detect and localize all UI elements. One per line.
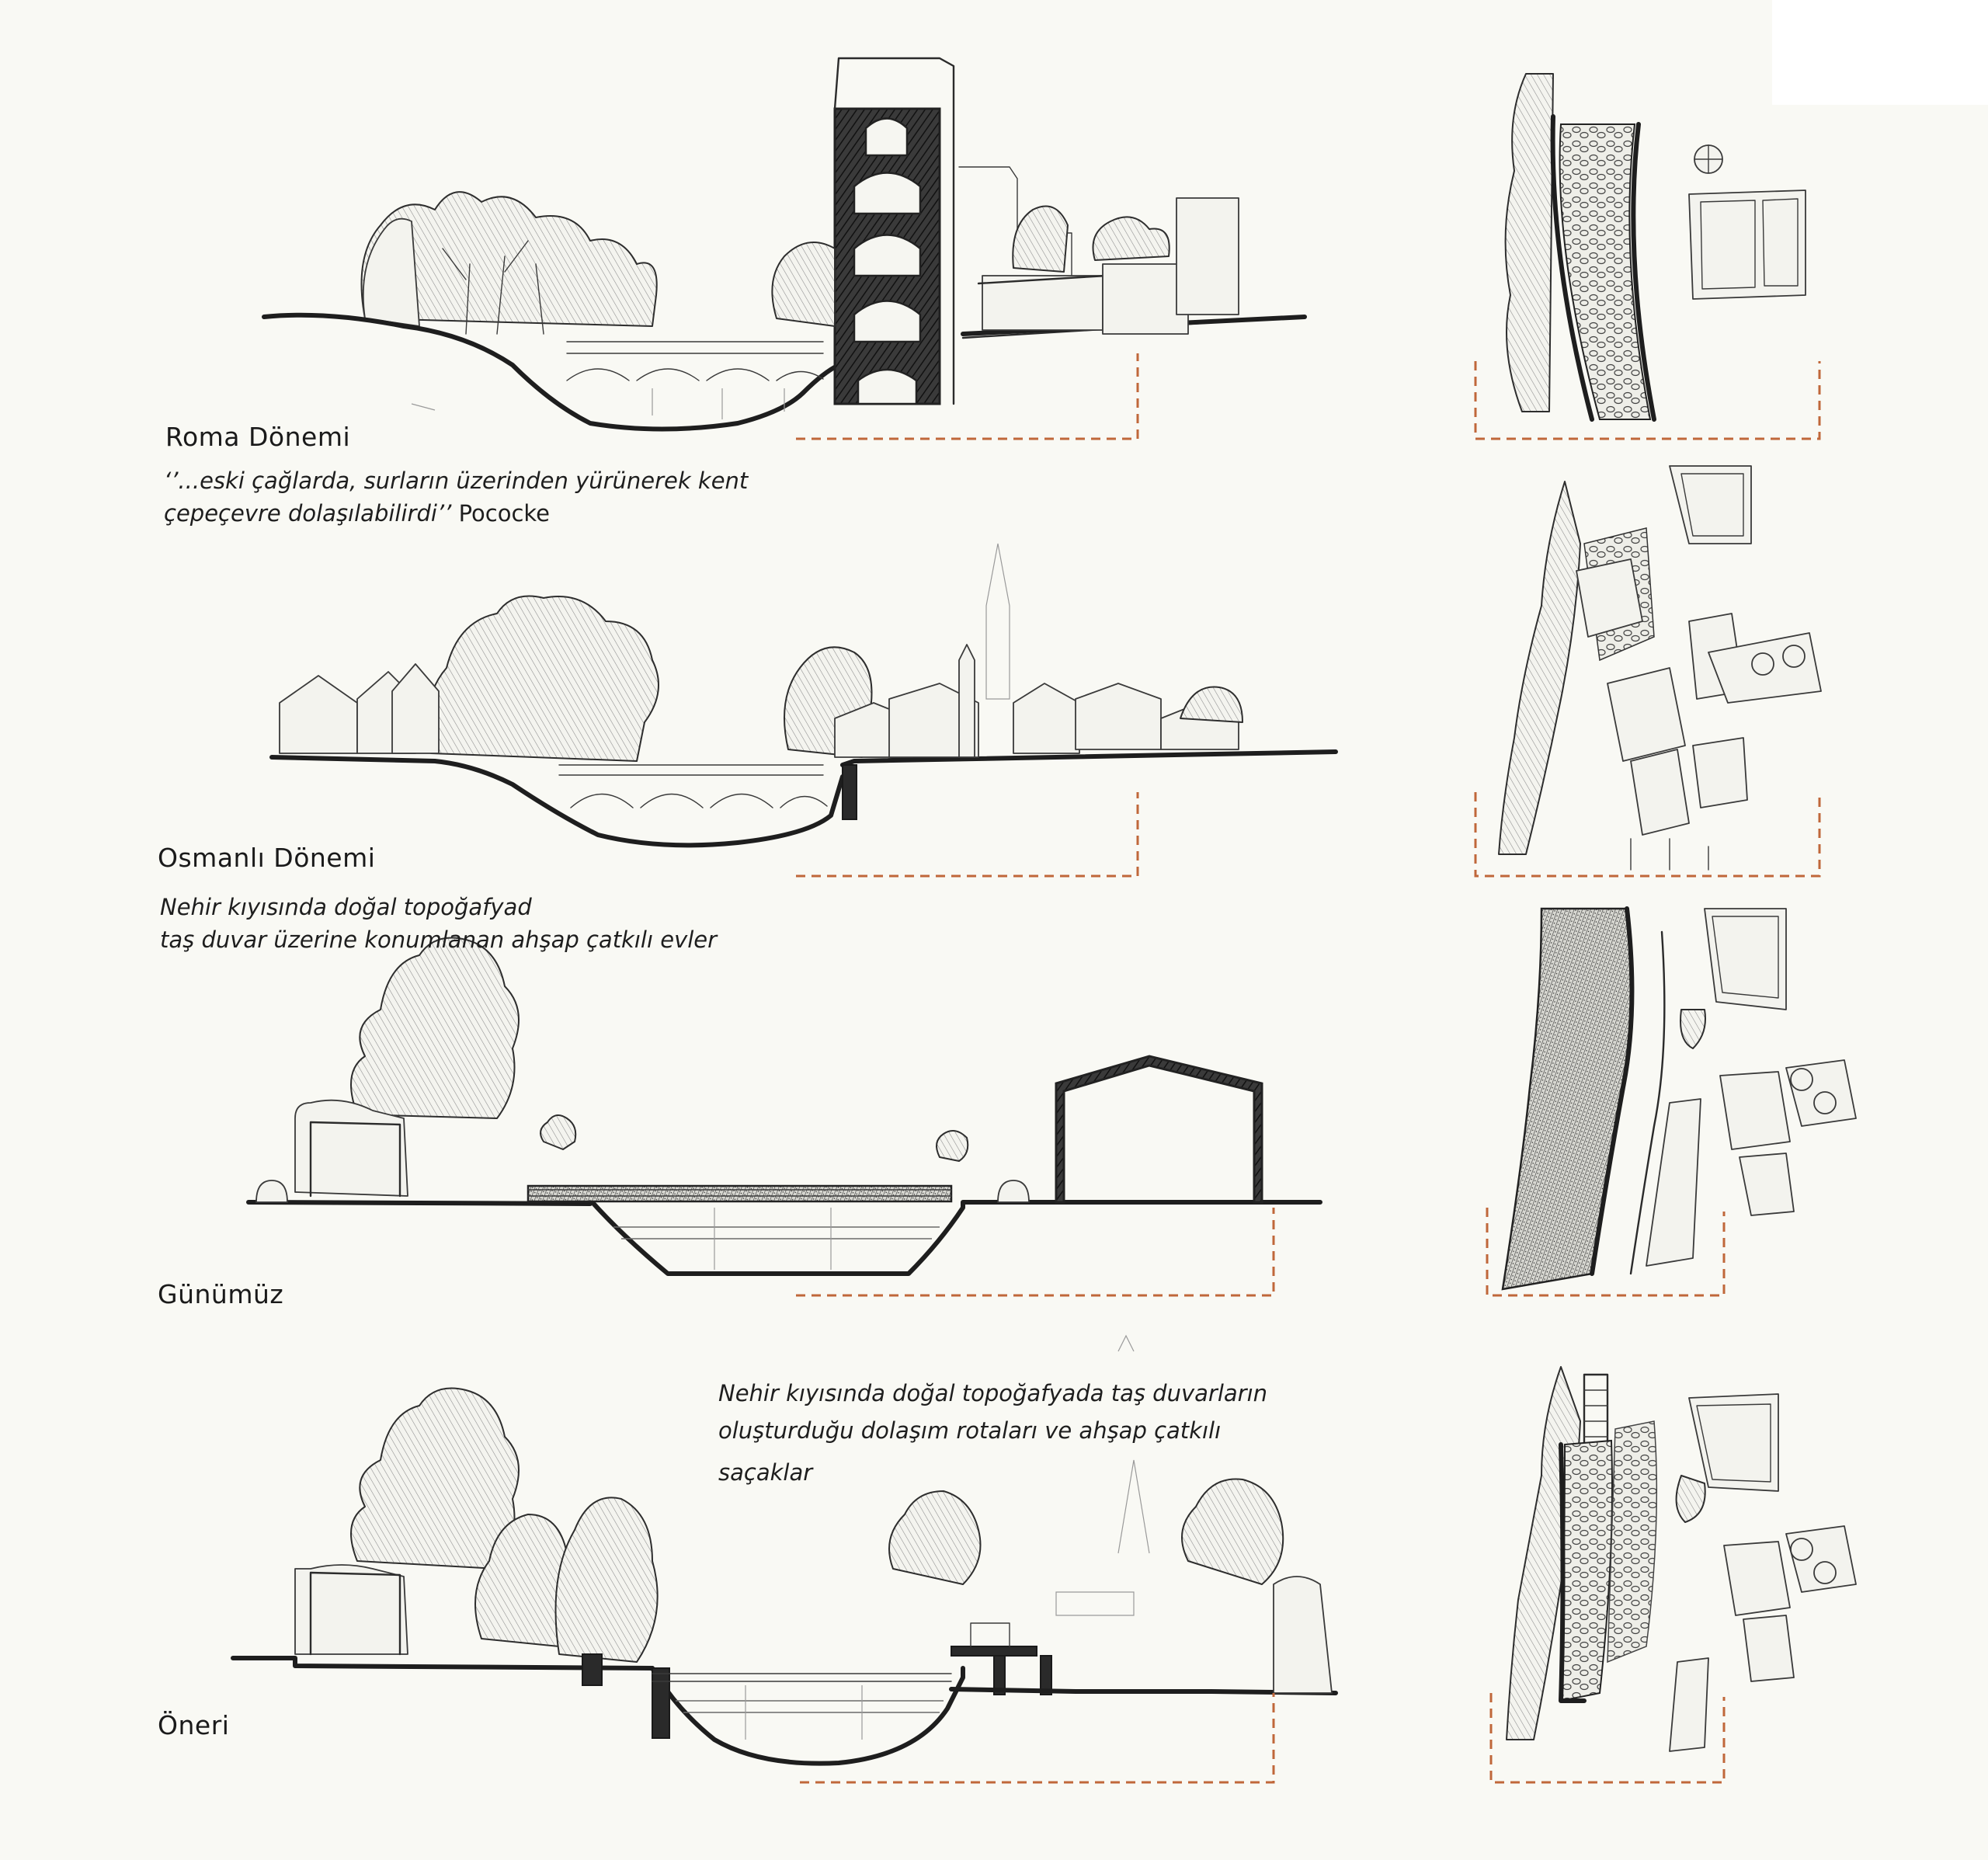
caption-roma: [164, 464, 748, 530]
section-title-roma: Roma Dönemi: [165, 422, 351, 452]
osmanli-section: [272, 544, 1336, 876]
oneri-plan: [1491, 1367, 1856, 1782]
caption-line: saçaklar: [718, 1459, 813, 1486]
caption-oneri: [718, 1375, 1267, 1491]
roma-plan: [1475, 74, 1819, 439]
roma-section: [264, 58, 1305, 439]
house: [280, 676, 357, 753]
building: [1056, 1056, 1262, 1202]
caption-line: taş duvar üzerine konumlanan ahşap çatkılı evler: [160, 927, 718, 953]
caption-line: Nehir kıyısında doğal topoğafyad: [160, 894, 532, 920]
bridge-deck: [567, 342, 823, 353]
bridge: [528, 1186, 951, 1201]
ground-line: [264, 315, 862, 429]
osmanli-plan: [1475, 466, 1821, 876]
section-title-oneri: Öneri: [158, 1710, 230, 1740]
caption-line: çepeçevre dolaşılabilirdi’’ Pococke: [164, 500, 551, 527]
gunumuz-plan: [1487, 909, 1856, 1295]
section-title-gunumuz: Günümüz: [158, 1279, 284, 1309]
caption-line: Nehir kıyısında doğal topoğafyada taş duvarların: [718, 1380, 1268, 1406]
caption-attribution: Pococke: [458, 500, 551, 527]
gunumuz-section: [248, 938, 1320, 1296]
section-title-osmanli: Osmanlı Dönemi: [158, 843, 376, 873]
caption-line: oluşturduğu dolaşım rotaları ve ahşap çatkılı: [718, 1417, 1222, 1444]
caption-osmanli: [160, 891, 717, 956]
caption-line: ‘’...eski çağlarda, surların üzerinden yürünerek kent: [164, 468, 749, 494]
